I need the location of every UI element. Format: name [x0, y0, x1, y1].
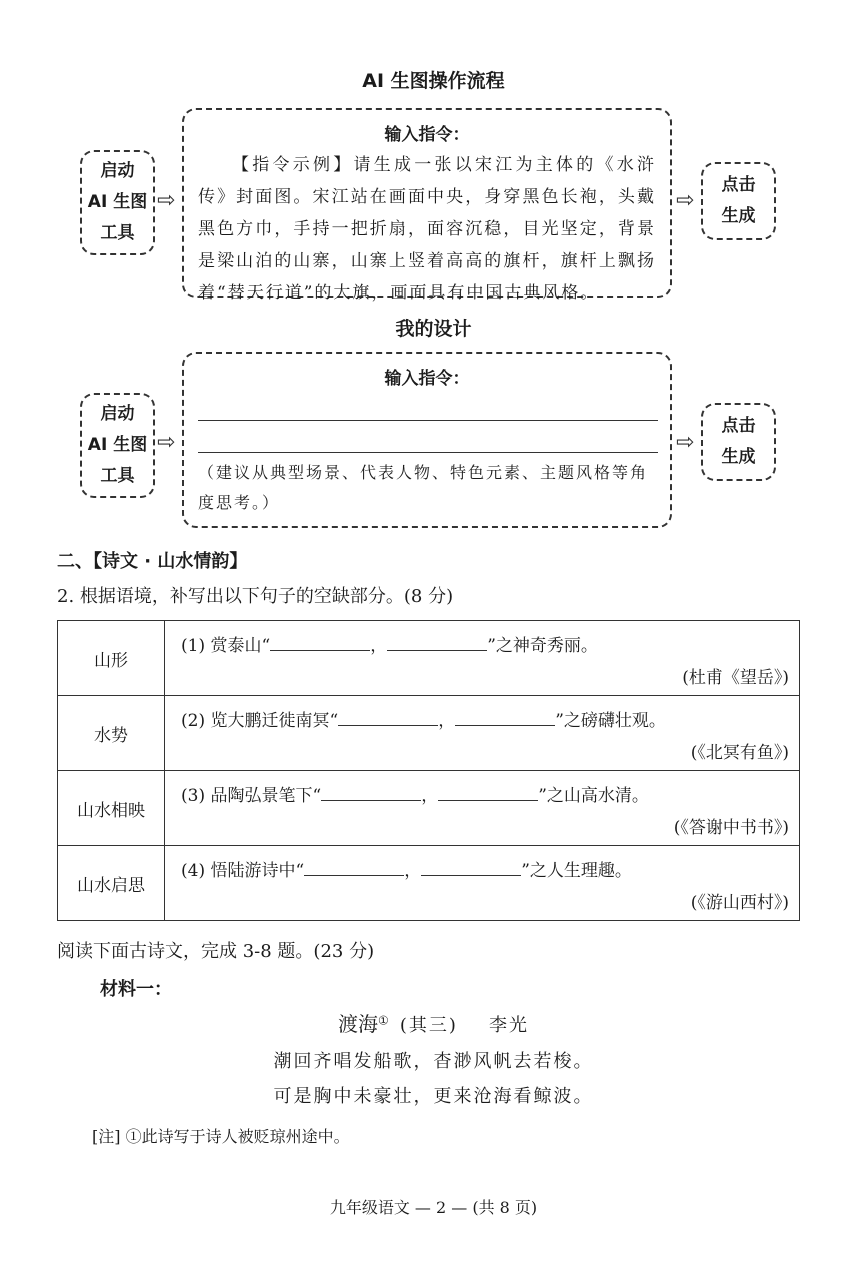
design-start-box [80, 393, 155, 498]
source-citation: (《北冥有鱼》) [690, 743, 789, 763]
arrow-right-icon: ⇨ [157, 188, 176, 213]
source-citation: (《游山西村》) [690, 893, 789, 913]
answer-blank[interactable] [338, 704, 438, 726]
design-end-line-2: 生成 [721, 447, 756, 467]
answer-blank[interactable] [270, 629, 370, 651]
prompt-sep: ， [421, 786, 439, 806]
row-label: 山水启思 [58, 846, 165, 921]
answer-blank[interactable] [421, 854, 521, 876]
row-label: 山形 [58, 621, 165, 696]
item-number: (3) [181, 786, 206, 806]
prompt-after: ”之山高水清。 [538, 786, 649, 806]
poem-footnote: [注] ①此诗写于诗人被贬琼州途中。 [92, 1127, 350, 1146]
prompt-after: ”之磅礴壮观。 [555, 711, 666, 731]
row-content [165, 771, 800, 846]
design-start-line-3: 工具 [100, 466, 135, 486]
prompt-after: ”之人生理趣。 [521, 861, 632, 881]
arrow-right-icon: ⇨ [676, 188, 695, 213]
flow-title: AI 生图操作流程 [362, 70, 505, 92]
flow-instruction-title: 输入指令： [384, 125, 470, 145]
question-2: 2. 根据语境，补写出以下句子的空缺部分。(8 分) [57, 586, 454, 607]
flow-start-box [80, 150, 155, 255]
poem-heading [0, 1008, 867, 1037]
design-instruction-title: 输入指令： [384, 369, 470, 389]
row-content [165, 621, 800, 696]
prompt-sep: ， [404, 861, 422, 881]
item-number: (2) [181, 711, 206, 731]
flow-end-line-1: 点击 [721, 175, 756, 195]
item-number: (4) [181, 861, 206, 881]
design-start-line-1: 启动 [100, 404, 135, 424]
section-heading: 二、【诗文 · 山水情韵】 [57, 551, 248, 572]
flow-end-line-2: 生成 [721, 206, 756, 226]
answer-blank[interactable] [438, 779, 538, 801]
poem-note-mark: ① [378, 1013, 389, 1028]
poem-line-2: 可是胸中未豪壮，更来沧海看鲸波。 [273, 1086, 594, 1107]
item-number: (1) [181, 636, 206, 656]
prompt-before: 悟陆游诗中“ [210, 861, 305, 881]
poem-title: 渡海 [338, 1012, 378, 1036]
arrow-right-icon: ⇨ [157, 430, 176, 455]
flow-start-line-3: 工具 [100, 223, 135, 243]
design-end-line-1: 点击 [721, 416, 756, 436]
prompt-before: 品陶弘景笔下“ [210, 786, 322, 806]
poem-author: 李光 [489, 1015, 529, 1036]
prompt-before: 览大鹏迁徙南冥“ [210, 711, 339, 731]
flow-instruction-text: 【指令示例】请生成一张以宋江为主体的《水浒传》封面图。宋江站在画面中央，身穿黑色长袍，头戴黑色方巾，手持一把折扇，面容沉稳，目光坚定，背景是梁山泊的山寨，山寨上竖着高高的旗杆，旗杆上飘扬着“替天行道”的大旗，画面具有中国古典风格。 [198, 155, 656, 303]
row-content [165, 696, 800, 771]
answer-line-2[interactable] [198, 452, 658, 453]
fill-in-table [57, 620, 800, 921]
answer-blank[interactable] [304, 854, 404, 876]
table-row [58, 696, 800, 771]
table-row [58, 846, 800, 921]
poem-subtitle: (其三) [399, 1015, 458, 1036]
flow-start-line-2: AI 生图 [87, 192, 148, 212]
flow-end-box [701, 162, 776, 240]
answer-blank[interactable] [321, 779, 421, 801]
poem-line-1: 潮回齐唱发船歌，杳渺风帆去若梭。 [273, 1051, 594, 1072]
prompt-before: 赏泰山“ [210, 636, 271, 656]
flow-instruction-box [182, 108, 672, 303]
material-label: 材料一： [100, 979, 172, 1000]
arrow-right-icon: ⇨ [676, 430, 695, 455]
prompt-sep: ， [370, 636, 388, 656]
row-label: 水势 [58, 696, 165, 771]
flow-start-line-1: 启动 [100, 161, 135, 181]
table-row [58, 771, 800, 846]
answer-line-1[interactable] [198, 420, 658, 421]
row-label: 山水相映 [58, 771, 165, 846]
answer-blank[interactable] [387, 629, 487, 651]
reading-instruction: 阅读下面古诗文，完成 3-8 题。(23 分) [57, 941, 375, 962]
prompt-sep: ， [438, 711, 456, 731]
page-footer: 九年级语文 — 2 — (共 8 页) [329, 1198, 538, 1217]
source-citation: (《答谢中书书》) [673, 818, 789, 838]
prompt-after: ”之神奇秀丽。 [487, 636, 598, 656]
source-citation: (杜甫《望岳》) [682, 668, 789, 688]
answer-blank[interactable] [455, 704, 555, 726]
design-title: 我的设计 [395, 318, 472, 340]
table-row [58, 621, 800, 696]
design-end-box [701, 403, 776, 481]
design-hint: （建议从典型场景、代表人物、特色元素、主题风格等角度思考。） [198, 463, 649, 512]
design-instruction-box [182, 352, 672, 528]
design-start-line-2: AI 生图 [87, 435, 148, 455]
row-content [165, 846, 800, 921]
